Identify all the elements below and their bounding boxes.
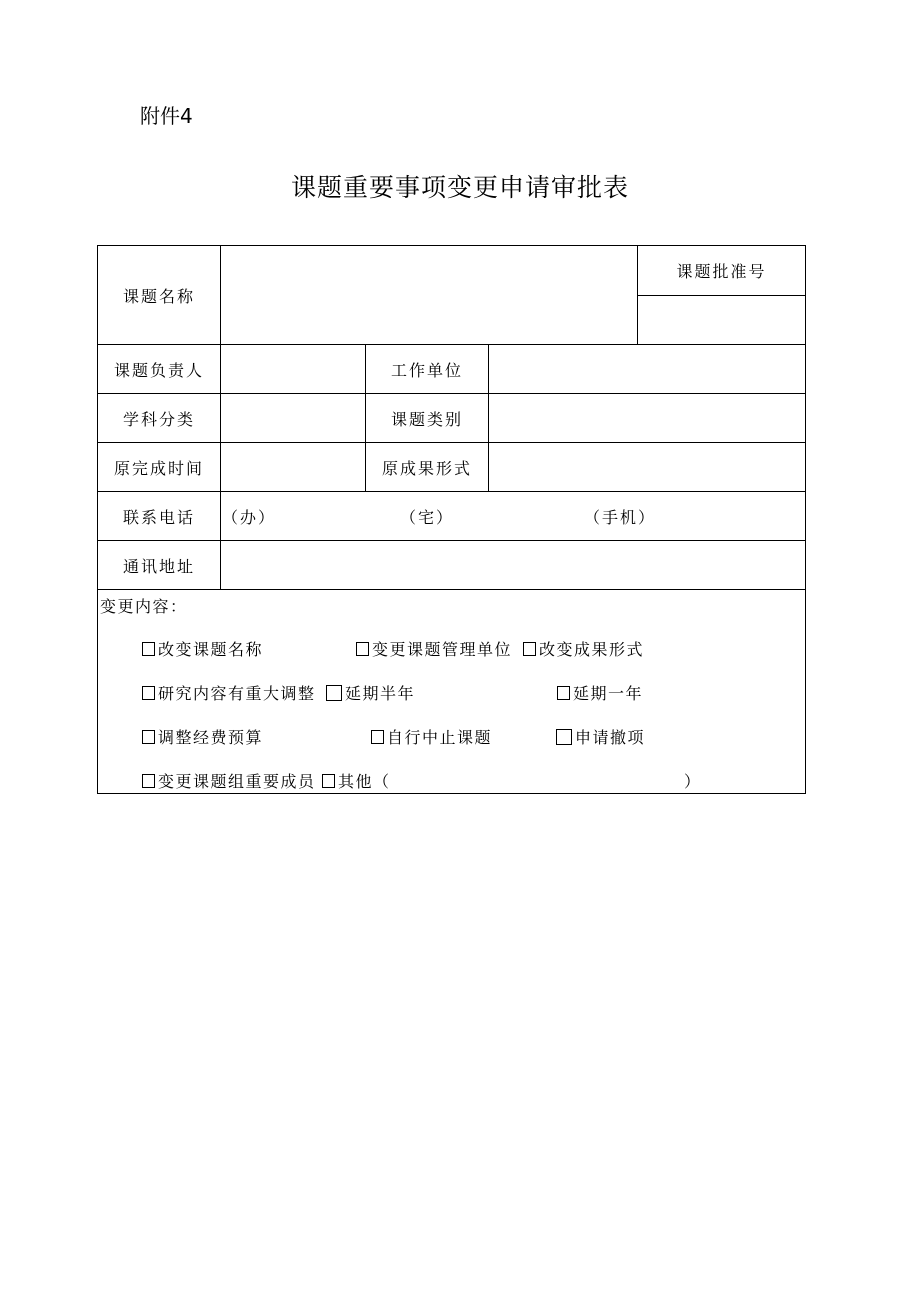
discipline-label: 学科分类 xyxy=(122,409,195,429)
page-title: 课题重要事项变更申请审批表 xyxy=(290,173,629,202)
checkbox-icon xyxy=(356,642,369,656)
address-label: 通讯地址 xyxy=(122,556,195,576)
checkbox-icon xyxy=(142,730,155,744)
approval-no-field[interactable] xyxy=(638,296,805,344)
checkbox-icon xyxy=(371,730,384,744)
address-field[interactable] xyxy=(221,541,805,589)
table-border-bottom xyxy=(97,793,806,794)
option-change-unit[interactable] xyxy=(356,637,512,660)
option-label: 改变成果形式 xyxy=(539,640,645,659)
option-other-close-paren: ） xyxy=(684,772,702,791)
phone-label: 联系电话 xyxy=(122,507,195,527)
category-field[interactable] xyxy=(489,394,805,442)
option-adjust-budget[interactable] xyxy=(142,725,263,748)
checkbox-icon xyxy=(556,729,572,745)
work-unit-label: 工作单位 xyxy=(390,360,463,380)
original-completion-field[interactable] xyxy=(221,443,365,491)
checkbox-icon xyxy=(523,642,536,656)
original-result-form-label: 原成果形式 xyxy=(381,458,472,478)
option-label: 变更课题管理单位 xyxy=(372,640,513,659)
checkbox-icon xyxy=(322,774,335,788)
option-label: 研究内容有重大调整 xyxy=(158,684,316,703)
option-extend-one-year[interactable] xyxy=(557,681,643,704)
checkbox-icon xyxy=(142,774,155,788)
approval-no-label: 课题批准号 xyxy=(676,262,767,281)
option-label: 延期半年 xyxy=(345,684,416,703)
project-name-label: 课题名称 xyxy=(122,286,195,306)
leader-field[interactable] xyxy=(221,345,365,393)
checkbox-icon xyxy=(326,685,342,701)
checkbox-icon xyxy=(557,686,570,700)
phone-office-field[interactable]: （办） xyxy=(222,507,277,527)
option-label: 延期一年 xyxy=(573,684,644,703)
project-name-field[interactable] xyxy=(221,246,637,344)
original-completion-label: 原完成时间 xyxy=(113,458,204,478)
option-withdraw[interactable] xyxy=(556,725,645,748)
option-major-adjustment[interactable] xyxy=(142,681,316,704)
phone-mobile-field[interactable]: （手机） xyxy=(584,507,657,527)
option-label: 其他（ xyxy=(338,772,391,791)
option-change-result-form[interactable] xyxy=(523,637,644,660)
work-unit-field[interactable] xyxy=(489,345,805,393)
checkbox-icon xyxy=(142,642,155,656)
row-divider xyxy=(97,589,806,590)
attachment-label: 附件4 xyxy=(140,104,193,128)
change-content-label: 变更内容： xyxy=(100,597,188,616)
discipline-field[interactable] xyxy=(221,394,365,442)
checkbox-icon xyxy=(142,686,155,700)
option-other[interactable] xyxy=(322,769,391,792)
table-border-right xyxy=(805,245,806,794)
phone-home-field[interactable]: （宅） xyxy=(400,507,455,527)
leader-label: 课题负责人 xyxy=(113,360,204,380)
option-change-members[interactable] xyxy=(142,769,316,792)
option-label: 自行中止课题 xyxy=(387,728,493,747)
option-rename-project[interactable] xyxy=(142,637,263,660)
option-extend-half-year[interactable] xyxy=(326,681,415,704)
option-label: 调整经费预算 xyxy=(158,728,264,747)
original-result-form-field[interactable] xyxy=(489,443,805,491)
option-label: 改变课题名称 xyxy=(158,640,264,659)
option-label: 申请撤项 xyxy=(575,728,646,747)
option-label: 变更课题组重要成员 xyxy=(158,772,316,791)
option-terminate-project[interactable] xyxy=(371,725,492,748)
category-label: 课题类别 xyxy=(390,409,463,429)
